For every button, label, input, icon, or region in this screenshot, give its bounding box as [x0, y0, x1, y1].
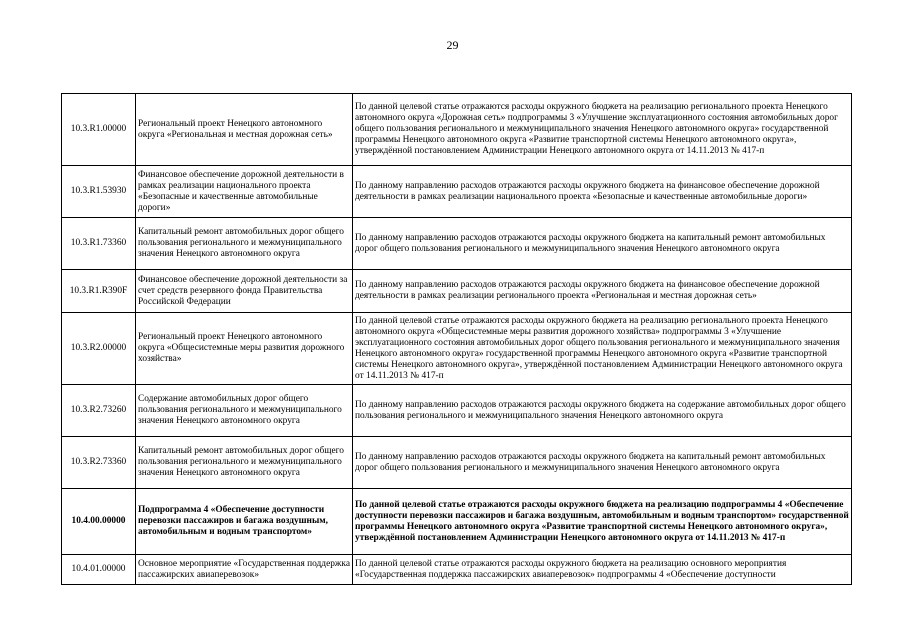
target-article-name: Финансовое обеспечение дорожной деятельности за счет средств резервного фонда Правительства Российской Федерации: [136, 270, 353, 313]
table-row: [62, 166, 852, 218]
target-article-code: 10.3.R1.00000: [62, 94, 136, 166]
target-article-name: Капитальный ремонт автомобильных дорог общего пользования регионального и межмуниципального значения Ненецкого автономного округа: [136, 218, 353, 270]
target-article-code: 10.3.R1.73360: [62, 218, 136, 270]
target-article-description: По данной целевой статье отражаются расходы окружного бюджета на реализацию регионального проекта Ненецкого автономного округа «Общесистемные меры развития дорожного хозяйства» подпрограммы 3 «Улучшение эксплуатационного состояния автомобильных дорог общего пользования регионального и межмуниципального значения Ненецкого автономного округа» государственной программы Ненецкого автономного округа «Развитие транспортной системы Ненецкого автономного округа», утверждённой постановлением Администрации Ненецкого автономного округа от 14.11.2013 № 417-п: [353, 313, 852, 385]
target-article-description: По данной целевой статье отражаются расходы окружного бюджета на реализацию регионального проекта Ненецкого автономного округа «Дорожная сеть» подпрограммы 3 «Улучшение эксплуатационного состояния автомобильных дорог общего пользования регионального и межмуниципального значения Ненецкого автономного округа» государственной программы Ненецкого автономного округа «Развитие транспортной системы Ненецкого автономного округа», утверждённой постановлением Администрации Ненецкого автономного округа от 14.11.2013 № 417-п: [353, 94, 852, 166]
target-article-name: Региональный проект Ненецкого автономного округа «Региональная и местная дорожная сеть»: [136, 94, 353, 166]
table-row: [62, 313, 852, 385]
table-row: [62, 270, 852, 313]
table-row: [62, 94, 852, 166]
target-article-name: Основное мероприятие «Государственная поддержка пассажирских авиаперевозок»: [136, 555, 353, 585]
table-row: [62, 385, 852, 437]
target-article-name: Содержание автомобильных дорог общего пользования регионального и межмуниципального значения Ненецкого автономного округа: [136, 385, 353, 437]
target-article-code: 10.4.01.00000: [62, 555, 136, 585]
table-row: [62, 218, 852, 270]
target-article-name: Подпрограмма 4 «Обеспечение доступности перевозки пассажиров и багажа воздушным, автомобильным и водным транспортом»: [136, 489, 353, 555]
target-article-description: По данному направлению расходов отражаются расходы окружного бюджета на финансовое обеспечение дорожной деятельности в рамках реализации национального проекта «Безопасные и качественные автомобильные дороги»: [353, 166, 852, 218]
table-row: [62, 437, 852, 489]
target-article-code: 10.3.R2.73260: [62, 385, 136, 437]
target-article-code: 10.3.R2.00000: [62, 313, 136, 385]
target-article-description: По данному направлению расходов отражаются расходы окружного бюджета на финансовое обеспечение дорожной деятельности в рамках реализации регионального проекта «Региональная и местная дорожная сеть»: [353, 270, 852, 313]
target-article-description: По данному направлению расходов отражаются расходы окружного бюджета на содержание автомобильных дорог общего пользования регионального и межмуниципального значения Ненецкого автономного округа: [353, 385, 852, 437]
target-article-code: 10.3.R1.53930: [62, 166, 136, 218]
target-article-code: 10.3.R2.73360: [62, 437, 136, 489]
target-article-name: Капитальный ремонт автомобильных дорог общего пользования регионального и межмуниципального значения Ненецкого автономного округа: [136, 437, 353, 489]
target-article-description: По данному направлению расходов отражаются расходы окружного бюджета на капитальный ремонт автомобильных дорог общего пользования регионального и межмуниципального значения Ненецкого автономного округа: [353, 218, 852, 270]
table-row: [62, 489, 852, 555]
target-article-description: По данному направлению расходов отражаются расходы окружного бюджета на капитальный ремонт автомобильных дорог общего пользования регионального и межмуниципального значения Ненецкого автономного округа: [353, 437, 852, 489]
target-article-code: 10.4.00.00000: [62, 489, 136, 555]
target-article-description: По данной целевой статье отражаются расходы окружного бюджета на реализацию подпрограммы 4 «Обеспечение доступности перевозки пассажиров и багажа воздушным, автомобильным и водным транспортом» государственной программы Ненецкого автономного округа «Развитие транспортной системы Ненецкого автономного округа», утверждённой постановлением Администрации Ненецкого автономного округа от 14.11.2013 № 417-п: [353, 489, 852, 555]
budget-classification-table: [61, 93, 852, 585]
target-article-name: Региональный проект Ненецкого автономного округа «Общесистемные меры развития дорожного хозяйства»: [136, 313, 353, 385]
page-number: 29: [446, 38, 459, 52]
target-article-description: По данной целевой статье отражаются расходы окружного бюджета на реализацию основного мероприятия «Государственная поддержка пассажирских авиаперевозок» подпрограммы 4 «Обеспечение доступности: [353, 555, 852, 585]
table-row: [62, 555, 852, 585]
target-article-code: 10.3.R1.R390F: [62, 270, 136, 313]
target-article-name: Финансовое обеспечение дорожной деятельности в рамках реализации национального проекта «Безопасные и качественные автомобильные дороги»: [136, 166, 353, 218]
